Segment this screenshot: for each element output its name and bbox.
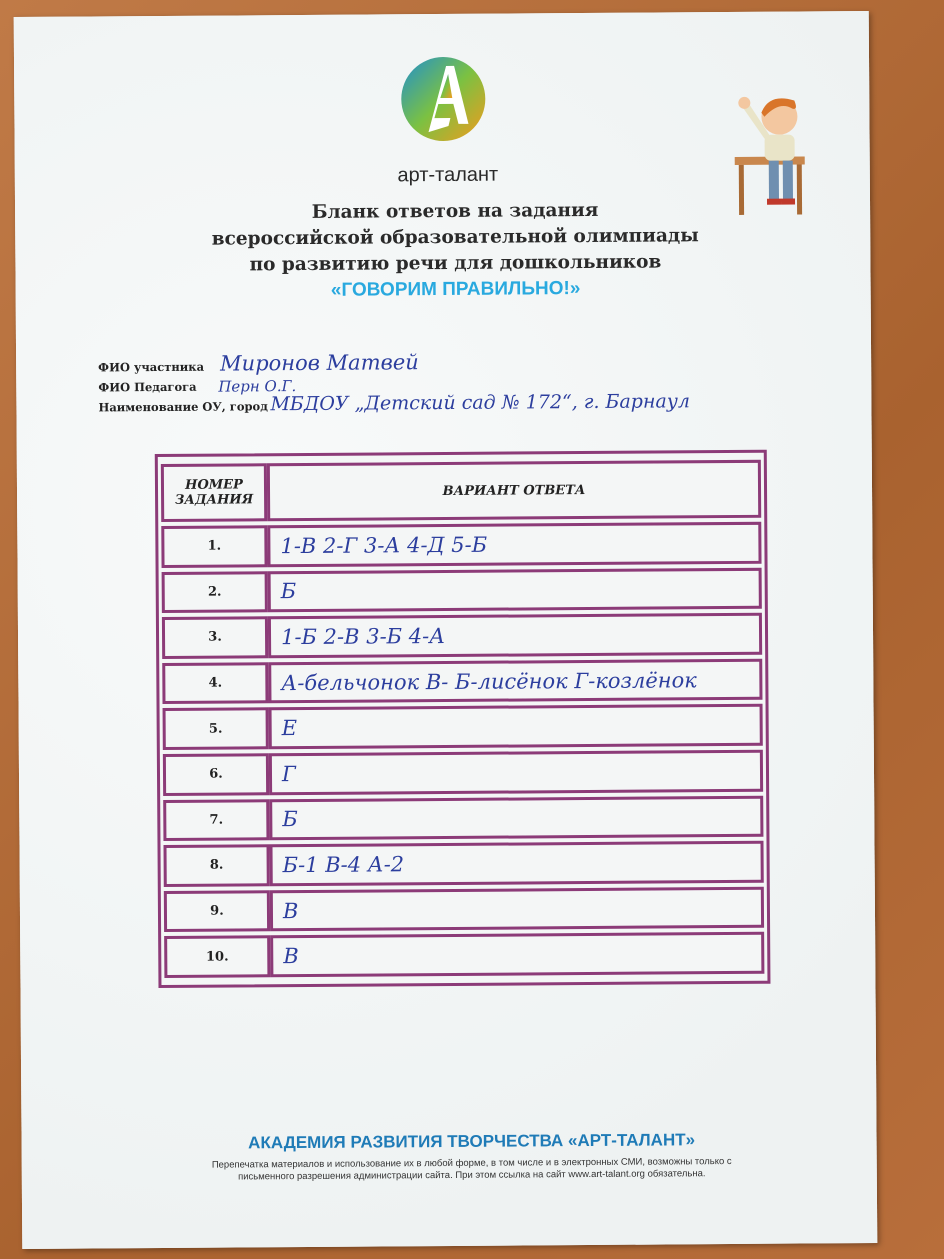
title-line-3: по развитию речи для дошкольников bbox=[249, 251, 662, 276]
table-row bbox=[162, 567, 762, 613]
column-header-number: НОМЕР ЗАДАНИЯ bbox=[161, 463, 267, 522]
copyright-note bbox=[132, 1155, 812, 1184]
answer-cell: Е bbox=[269, 704, 763, 749]
olympiad-name: «ГОВОРИМ ПРАВИЛЬНО!» bbox=[330, 278, 581, 301]
task-number: 7. bbox=[163, 799, 269, 841]
teacher-label: ФИО Педагога bbox=[98, 379, 197, 395]
schoolboy-illustration bbox=[724, 86, 820, 222]
table-row bbox=[163, 841, 763, 887]
task-number: 9. bbox=[164, 890, 270, 932]
table-row bbox=[162, 659, 762, 705]
answer-cell: 1-Б 2-В 3-Б 4-А bbox=[268, 613, 762, 658]
footer-title: АКАДЕМИЯ РАЗВИТИЯ ТВОРЧЕСТВА «АРТ-ТАЛАНТ» bbox=[248, 1130, 696, 1153]
task-number: 8. bbox=[163, 844, 269, 886]
participant-value: Миронов Матвей bbox=[220, 350, 419, 376]
column-header-answer: ВАРИАНТ ОТВЕТА bbox=[267, 460, 761, 521]
task-number: 10. bbox=[164, 936, 270, 978]
title-line-2: всероссийской образовательной олимпиады bbox=[211, 225, 699, 250]
table-row bbox=[164, 932, 764, 978]
answer-cell: Г bbox=[269, 750, 763, 795]
task-number: 1. bbox=[161, 525, 267, 567]
answer-cell: В bbox=[270, 887, 764, 932]
answer-cell: Б-1 В-4 А-2 bbox=[269, 841, 763, 886]
answer-cell: В bbox=[270, 932, 764, 977]
answer-cell: А-бельчонок В- Б-лисёнок Г-козлёнок bbox=[268, 659, 762, 704]
participant-info bbox=[98, 351, 858, 416]
task-number: 2. bbox=[162, 571, 268, 613]
answer-cell: Б bbox=[269, 795, 763, 840]
task-number: 5. bbox=[163, 708, 269, 750]
sheet-title bbox=[175, 197, 736, 305]
participant-label: ФИО участника bbox=[98, 359, 205, 375]
answer-sheet bbox=[14, 11, 878, 1249]
answers-table bbox=[155, 450, 771, 988]
table-row bbox=[162, 613, 762, 659]
table-row bbox=[163, 795, 763, 841]
art-talant-logo-icon bbox=[398, 54, 489, 145]
title-line-1: Бланк ответов на задания bbox=[311, 199, 599, 223]
organization-value: МБДОУ „Детский сад № 172“, г. Барнаул bbox=[270, 390, 690, 416]
table-row bbox=[164, 887, 764, 933]
organization-label: Наименование ОУ, город bbox=[98, 399, 268, 415]
table-row bbox=[161, 522, 761, 568]
brand-name: арт-талант bbox=[397, 163, 499, 187]
copyright-note-line-2: письменного разрешения администрации сайта. При этом ссылка на сайт www.art-talant.org обязательна. bbox=[238, 1168, 706, 1183]
task-number: 6. bbox=[163, 753, 269, 795]
task-number: 3. bbox=[162, 616, 268, 658]
organization-field bbox=[98, 391, 858, 416]
table-row bbox=[163, 750, 763, 796]
table-header bbox=[161, 460, 761, 522]
table-row bbox=[163, 704, 763, 750]
copyright-note-line-1: Перепечатка материалов и использование их в любой форме, в том числе и в электронных СМИ, возможны только с bbox=[211, 1156, 732, 1171]
answer-cell: 1-В 2-Г 3-А 4-Д 5-Б bbox=[267, 522, 761, 567]
task-number: 4. bbox=[162, 662, 268, 704]
answer-cell: Б bbox=[268, 567, 762, 612]
teacher-value: Перн О.Г. bbox=[218, 377, 297, 396]
